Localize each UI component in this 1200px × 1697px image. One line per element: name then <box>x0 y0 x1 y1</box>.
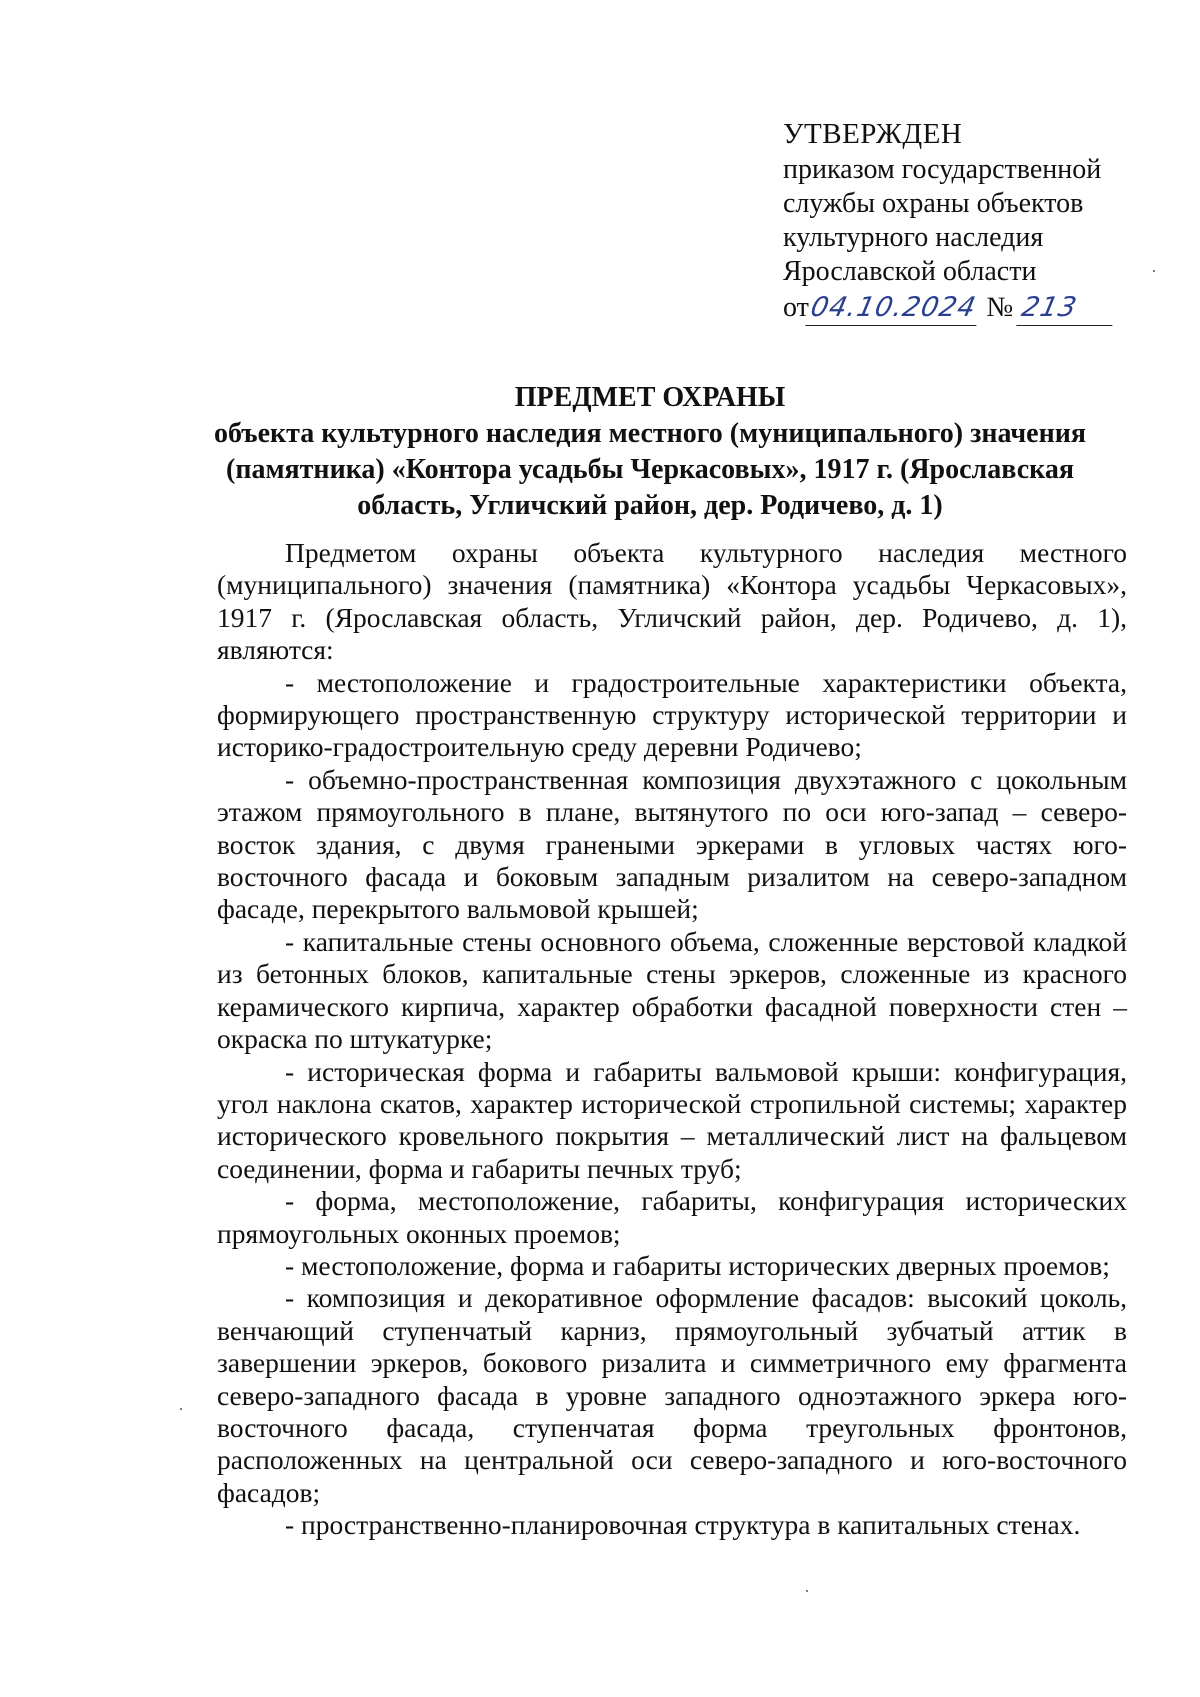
approval-block <box>783 117 1143 326</box>
handwritten-number: 213 <box>1016 291 1119 326</box>
body-intro-paragraph: Предметом охраны объекта культурного наследия местного (муниципального) значения (памятника) «Контора усадьбы Черкасовых», 1917 г. (Ярославская область, Угличский район, дер. Родичево, д. 1), являются: <box>217 537 1127 666</box>
approval-date-line <box>783 291 1143 326</box>
scan-speck <box>806 1590 808 1592</box>
number-sign: № <box>986 292 1014 323</box>
document-body <box>217 537 1127 1542</box>
scan-speck <box>180 1408 182 1410</box>
body-list-item: - местоположение и градостроительные характеристики объекта, формирующего пространственную структуру исторической территории и историко-градостроительную среду деревни Родичево; <box>217 666 1127 763</box>
body-list-item: - капитальные стены основного объема, сложенные верстовой кладкой из бетонных блоков, капитальные стены эркеров, сложенные из красного керамического кирпича, характер обработки фасадной поверхности стен – окраска по штукатурке; <box>217 925 1127 1055</box>
title-main: ПРЕДМЕТ ОХРАНЫ <box>514 382 786 413</box>
body-list-item: - историческая форма и габариты вальмовой крыши: конфигурация, угол наклона скатов, характер исторической стропильной системы; характер исторического кровельного покрытия – металлический лист на фальцевом соединении, форма и габариты печных труб; <box>217 1055 1127 1184</box>
approval-stamp: УТВЕРЖДЕН <box>783 118 963 150</box>
approval-line: приказом государственной <box>783 154 1102 185</box>
body-list-item: - пространственно-планировочная структура в капитальных стенах. <box>285 1509 1081 1541</box>
scan-speck <box>1153 270 1155 272</box>
body-list-item: - объемно-пространственная композиция двухэтажного с цокольным этажом прямоугольного в плане, вытянутого по оси юго-запад – северо-восток здания, с двумя гранеными эркерами в угловых частях юго-восточного фасада и боковым западным ризалитом на северо-западном фасаде, перекрытого вальмовой крышей; <box>217 763 1127 925</box>
body-list-item: - форма, местоположение, габариты, конфигурация исторических прямоугольных оконных проемов; <box>217 1185 1127 1249</box>
approval-line: Ярославской области <box>783 256 1037 287</box>
approval-line: культурного наследия <box>783 222 1044 253</box>
document-title <box>210 380 1090 524</box>
approval-line: службы охраны объектов <box>783 188 1084 219</box>
body-list-item: - местоположение, форма и габариты исторических дверных проемов; <box>285 1249 1110 1281</box>
title-subtitle: объекта культурного наследия местного (муниципального) значения (памятника) «Контора усадьбы Черкасовых», 1917 г. (Ярославская область, Угличский район, дер. Родичево, д. 1) <box>213 418 1087 521</box>
date-prefix: от <box>783 292 809 323</box>
handwritten-date: 04.10.2024 <box>805 291 983 326</box>
body-list-item: - композиция и декоративное оформление фасадов: высокий цоколь, венчающий ступенчатый карниз, прямоугольный зубчатый аттик в завершении эркеров, бокового ризалита и симметричного ему фрагмента северо-западного фасада в уровне западного одноэтажного эркера юго-восточного фасада, ступенчатая форма треугольных фронтонов, расположенных на центральной оси северо-западного и юго-восточного фасадов; <box>217 1282 1127 1508</box>
